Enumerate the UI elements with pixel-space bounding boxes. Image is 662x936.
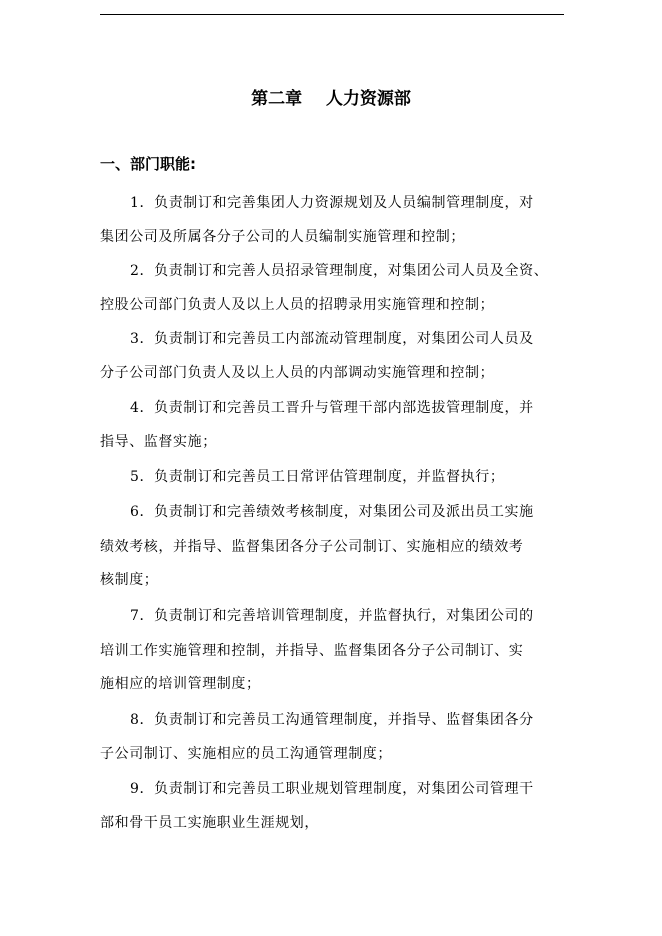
item-4-line-2: 指导、监督实施； [100, 434, 217, 450]
item-3-line-2: 分子公司部门负责人及以上人员的内部调动实施管理和控制； [100, 365, 495, 381]
item-7-line-1: 7．负责制订和完善培训管理制度，并监督执行，对集团公司的 [130, 608, 534, 624]
item-7-line-3: 施相应的培训管理制度； [100, 676, 261, 692]
item-2-line-2: 控股公司部门负责人及以上人员的招聘录用实施管理和控制； [100, 297, 495, 313]
item-3-line-1: 3．负责制订和完善员工内部流动管理制度，对集团公司人员及 [130, 331, 534, 347]
item-2-line-1: 2．负责制订和完善人员招录管理制度，对集团公司人员及全资、 [130, 263, 549, 279]
item-1-line-1: 1．负责制订和完善集团人力资源规划及人员编制管理制度，对 [130, 195, 534, 211]
section-heading: 一、部门职能: [100, 155, 196, 173]
item-6-line-1: 6．负责制订和完善绩效考核制度，对集团公司及派出员工实施 [130, 504, 534, 520]
item-5-line-1: 5．负责制订和完善员工日常评估管理制度，并监督执行； [130, 469, 505, 485]
item-4-line-1: 4．负责制订和完善员工晋升与管理干部内部选拔管理制度，并 [130, 400, 534, 416]
item-6-line-2: 绩效考核，并指导、监督集团各分子公司制订、实施相应的绩效考 [100, 539, 524, 555]
item-7-line-2: 培训工作实施管理和控制，并指导、监督集团各分子公司制订、实 [100, 643, 524, 659]
header-rule [100, 14, 564, 15]
item-1-line-2: 集团公司及所属各分子公司的人员编制实施管理和控制； [100, 229, 465, 245]
item-9-line-1: 9．负责制订和完善员工职业规划管理制度，对集团公司管理干 [130, 781, 534, 797]
chapter-title: 第二章 人力资源部 [251, 89, 411, 109]
item-9-line-2: 部和骨干员工实施职业生涯规划， [100, 815, 319, 831]
item-6-line-3: 核制度； [100, 572, 159, 588]
item-8-line-1: 8．负责制订和完善员工沟通管理制度，并指导、监督集团各分 [130, 712, 534, 728]
item-8-line-2: 子公司制订、实施相应的员工沟通管理制度； [100, 746, 392, 762]
